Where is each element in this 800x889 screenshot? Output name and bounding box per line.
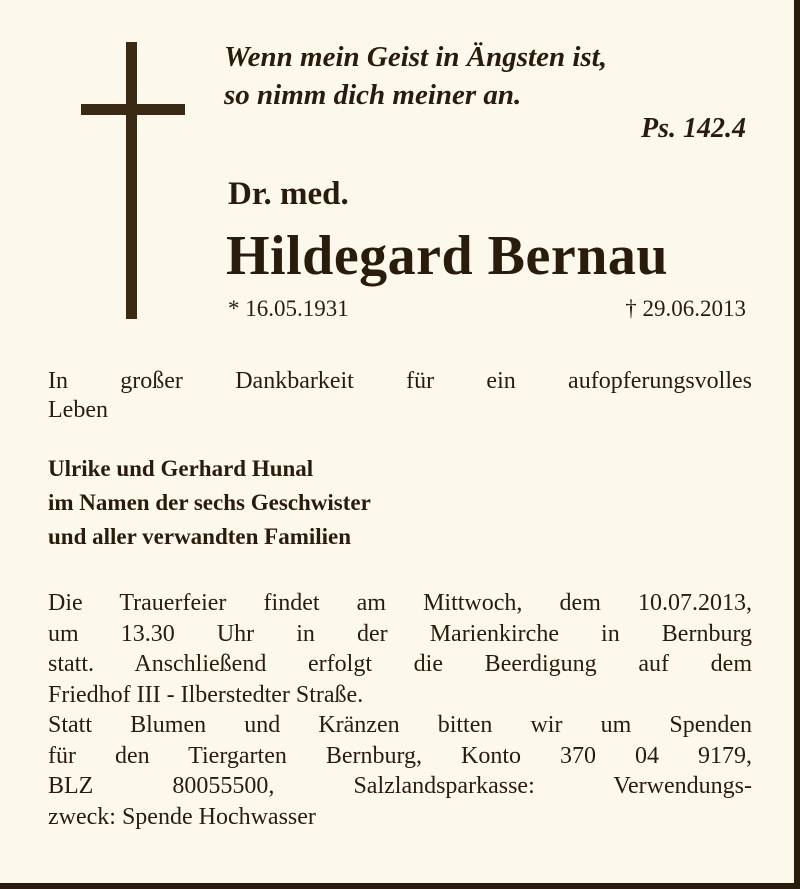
gratitude-line: In großer Dankbarkeit für ein aufopferungsvolles — [48, 368, 752, 394]
ceremony-line: um 13.30 Uhr in der Marienkirche in Bernburg — [48, 620, 752, 647]
ceremony-line: Friedhof III - Ilberstedter Straße. — [48, 681, 364, 708]
mourner-line: und aller verwandten Familien — [48, 524, 352, 549]
ceremony-line: Statt Blumen und Kränzen bitten wir um Spenden — [48, 712, 752, 738]
psalm-line: Wenn mein Geist in Ängsten ist, — [224, 41, 607, 73]
gratitude-text — [48, 367, 752, 425]
mourner-line: Ulrike und Gerhard Hunal — [48, 456, 314, 481]
academic-title: Dr. med. — [228, 176, 349, 212]
psalm-quote — [224, 38, 607, 114]
cross-vertical-beam — [126, 42, 137, 319]
ceremony-line: statt. Anschließend erfolgt die Beerdigung auf dem — [48, 651, 752, 677]
psalm-line: so nimm dich meiner an. — [224, 79, 522, 111]
ceremony-line: für den Tiergarten Bernburg, Konto 370 04 9179, — [48, 742, 752, 769]
psalm-reference: Ps. 142.4 — [641, 113, 746, 144]
deceased-name: Hildegard Bernau — [226, 225, 669, 287]
birth-date: * 16.05.1931 — [228, 296, 349, 321]
ceremony-line: zweck: Spende Hochwasser — [48, 803, 316, 830]
mourner-line: im Namen der sechs Geschwister — [48, 490, 371, 515]
ceremony-details — [48, 588, 752, 832]
ceremony-line: BLZ 80055500, Salzlandsparkasse: Verwendungs- — [48, 773, 752, 799]
ceremony-line: Die Trauerfeier findet am Mittwoch, dem 10.07.2013, — [48, 590, 752, 616]
death-date: † 29.06.2013 — [625, 296, 746, 321]
mourners-block — [48, 452, 752, 554]
cross-horizontal-beam — [81, 104, 185, 115]
gratitude-line: Leben — [48, 397, 108, 423]
